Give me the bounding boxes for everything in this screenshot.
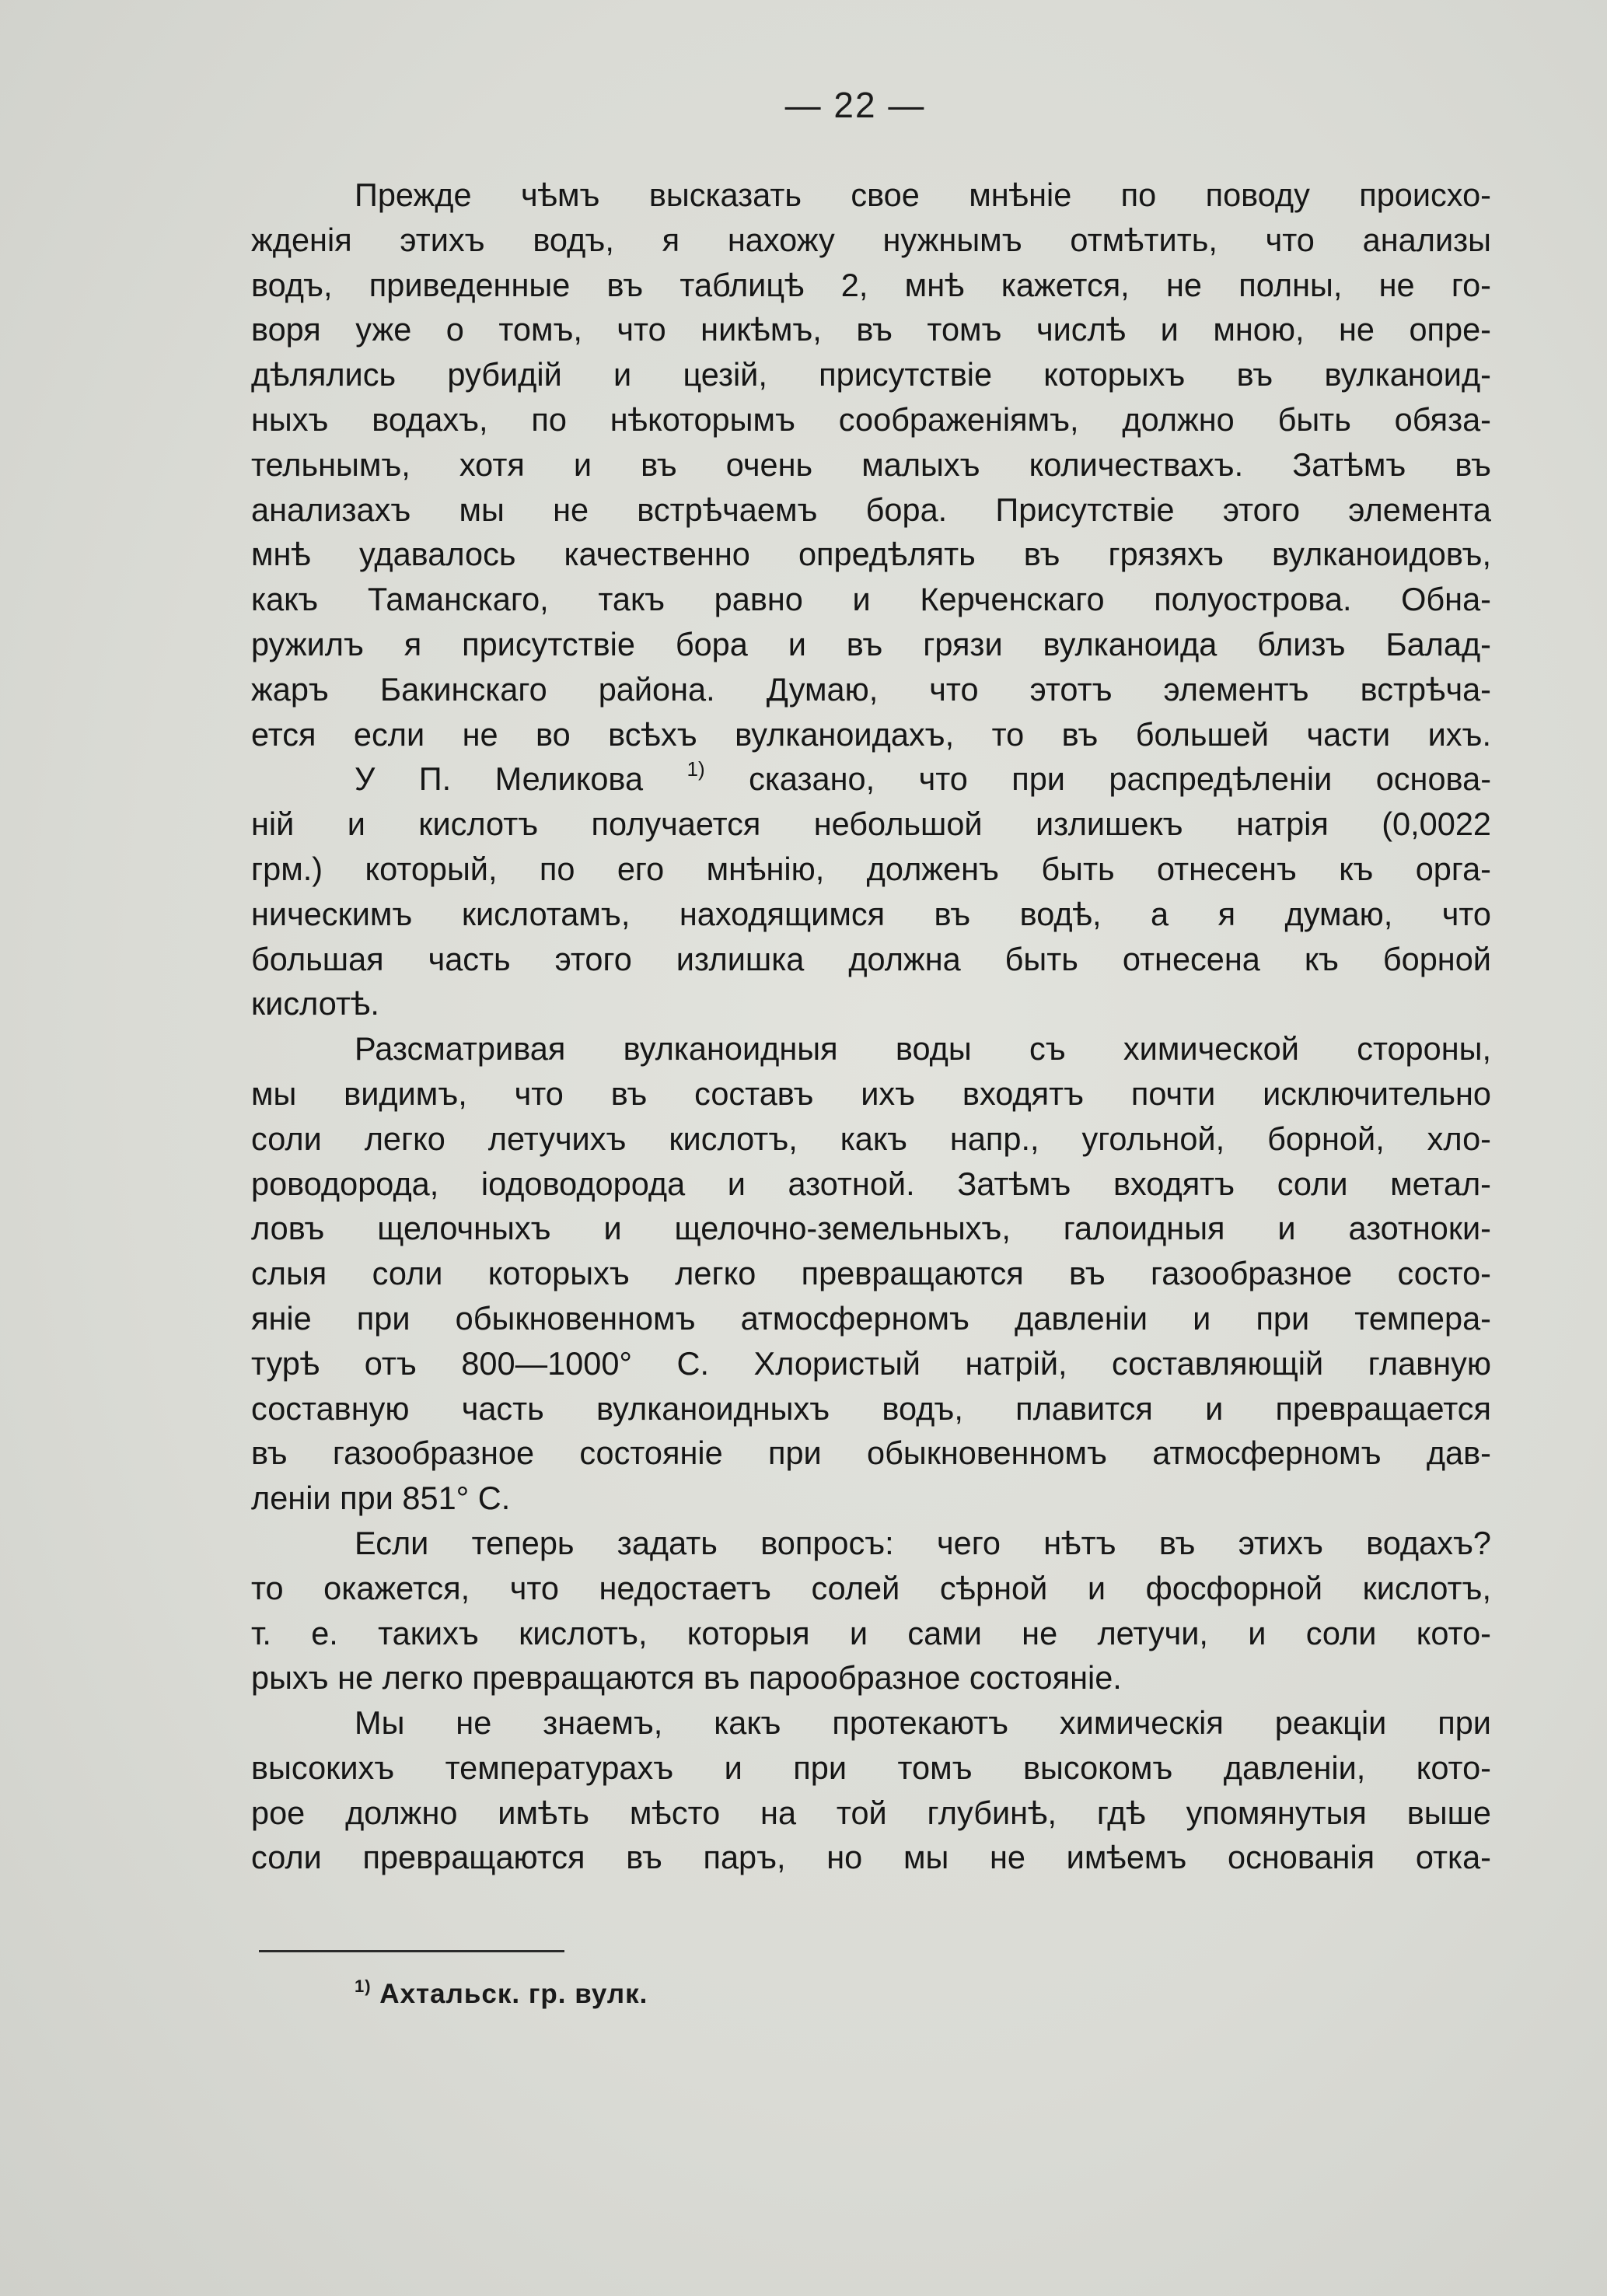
text-line: кислотѣ. — [251, 985, 379, 1022]
text-line: дѣлялись рубидій и цезій, присутствіе которыхъ въ вулканоид- — [251, 356, 1491, 393]
text-line: тельнымъ, хотя и въ очень малыхъ количествахъ. Затѣмъ въ — [251, 446, 1491, 483]
text-line: анализахъ мы не встрѣчаемъ бора. Присутствіе этого элемента — [251, 491, 1491, 528]
text-line: составную часть вулканоидныхъ водъ, плавится и превращается — [251, 1389, 1491, 1427]
text-line: ружилъ я присутствіе бора и въ грязи вулканоида близъ Балад- — [251, 625, 1491, 662]
text-line: соли легко летучихъ кислотъ, какъ напр., угольной, борной, хло- — [251, 1120, 1491, 1157]
text-segment: У П. Меликова — [355, 760, 644, 798]
text-line: воря уже о томъ, что никѣмъ, въ томъ числѣ и мною, не опре- — [251, 311, 1491, 348]
text-line: грм.) который, по его мнѣнію, долженъ быть отнесенъ къ орга- — [251, 850, 1491, 887]
text-line: какъ Таманскаго, такъ равно и Керченскаго полуострова. Обна- — [251, 581, 1491, 618]
text-line: ется если не во всѣхъ вулканоидахъ, то въ большей части ихъ. — [251, 715, 1491, 753]
text-line: жаръ Бакинскаго района. Думаю, что этотъ элементъ встрѣча- — [251, 670, 1491, 708]
text-line: Прежде чѣмъ высказать свое мнѣніе по поводу происхо- — [355, 176, 1491, 213]
text-line: жденія этихъ водъ, я нахожу нужнымъ отмѣтить, что анализы — [251, 221, 1491, 258]
text-line: мы видимъ, что въ составъ ихъ входятъ почти исключительно — [251, 1075, 1491, 1112]
text-line: соли превращаются въ паръ, но мы не имѣемъ основанія отка- — [251, 1839, 1491, 1876]
text-line: роводорода, іодоводорода и азотной. Затѣмъ входятъ соли метал- — [251, 1165, 1491, 1202]
text-line: ловъ щелочныхъ и щелочно-земельныхъ, галоидныя и азотноки- — [251, 1210, 1491, 1247]
footnote-text: Ахтальск. гр. вулк. — [379, 1979, 648, 2009]
text-line: т. е. такихъ кислотъ, которыя и сами не летучи, и соли кото- — [251, 1614, 1491, 1651]
text-line: Если теперь задать вопросъ: чего нѣтъ въ этихъ водахъ? — [355, 1524, 1491, 1561]
text-line: то окажется, что недостаетъ солей сѣрной и фосфорной кислотъ, — [251, 1569, 1491, 1606]
text-line: турѣ отъ 800—1000° С. Хлористый натрій, составляющій главную — [251, 1344, 1491, 1382]
page-number: — 22 — — [784, 85, 926, 125]
text-line: ній и кислотъ получается небольшой излишекъ натрія (0,0022 — [251, 806, 1491, 843]
paragraph-3 — [251, 1026, 1491, 1521]
body-text — [251, 173, 1491, 1880]
paragraph-2 — [251, 757, 1491, 1026]
text-line: рое должно имѣть мѣсто на той глубинѣ, гдѣ упомянутыя выше — [251, 1794, 1491, 1831]
text-line: высокихъ температурахъ и при томъ высокомъ давленіи, кото- — [251, 1749, 1491, 1786]
text-line: леніи при 851° С. — [251, 1480, 511, 1517]
text-line: Разсматривая вулканоидныя воды съ химической стороны, — [355, 1030, 1491, 1068]
text-line: рыхъ не легко превращаются въ парообразное состояніе. — [251, 1659, 1122, 1697]
text-line: мнѣ удавалось качественно опредѣлять въ грязяхъ вулканоидовъ, — [251, 536, 1491, 573]
text-line: Мы не знаемъ, какъ протекаютъ химическія реакціи при — [355, 1704, 1491, 1742]
text-line: водъ, приведенные въ таблицѣ 2, мнѣ кажется, не полны, не го- — [251, 266, 1491, 303]
text-line: ническимъ кислотамъ, находящимся въ водѣ, а я думаю, что — [251, 895, 1491, 932]
footnote-divider — [259, 1950, 564, 1952]
text-line — [355, 757, 1491, 802]
text-line: слыя соли которыхъ легко превращаются въ газообразное состо- — [251, 1255, 1491, 1292]
paragraph-5 — [251, 1700, 1491, 1880]
footnote-mark: 1) — [355, 1976, 372, 1996]
paragraph-1 — [251, 173, 1491, 757]
footnote-reference: 1) — [686, 757, 705, 781]
text-line: ныхъ водахъ, по нѣкоторымъ соображеніямъ, должно быть обяза- — [251, 400, 1491, 438]
text-line: яніе при обыкновенномъ атмосферномъ давленіи и при темпера- — [251, 1299, 1491, 1337]
text-line: въ газообразное состояніе при обыкновенномъ атмосферномъ дав- — [251, 1435, 1491, 1472]
paragraph-4 — [251, 1521, 1491, 1700]
footnote — [355, 1976, 648, 2010]
text-segment: сказано, что при распредѣленіи основа- — [749, 760, 1492, 798]
text-line: большая часть этого излишка должна быть отнесена къ борной — [251, 940, 1491, 977]
